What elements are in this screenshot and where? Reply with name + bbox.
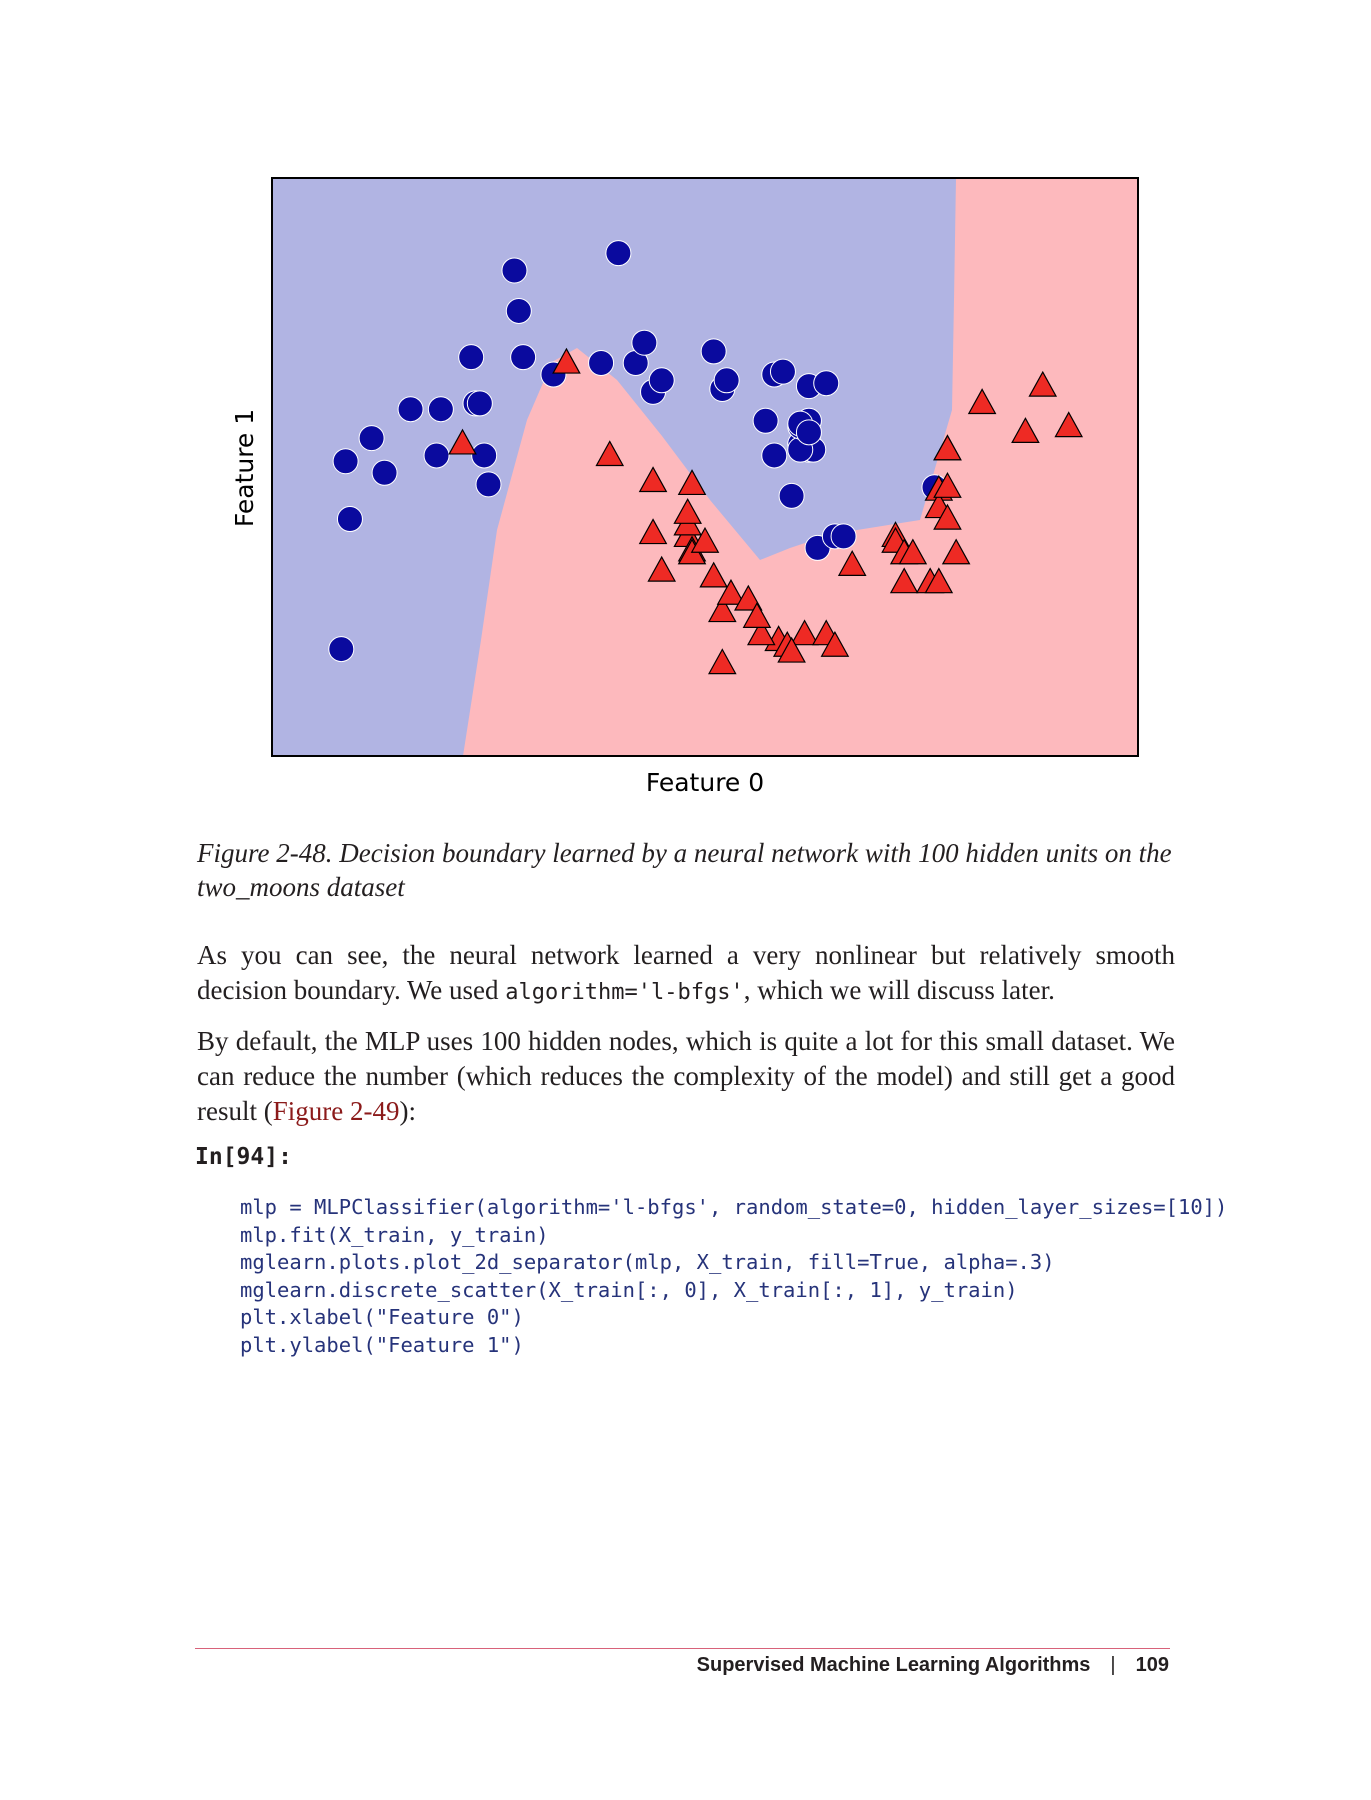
class0-circle-point-11 — [476, 472, 501, 497]
class0-circle-point-13 — [506, 298, 531, 323]
class0-circle-point-10 — [472, 443, 497, 468]
decision-boundary-figure — [0, 0, 1371, 800]
paragraph-2-text-a: By default, the MLP uses 100 hidden nodes, which is quite a lot for this small dataset. We can reduce the number (which reduces the complexity of the model) and still get a good result ( — [197, 1026, 1175, 1126]
y-axis-label: Feature 1 — [230, 408, 259, 528]
class0-circle-point-4 — [398, 397, 423, 422]
class0-circle-point-26 — [770, 359, 795, 384]
footer-section-title: Supervised Machine Learning Algorithms — [696, 1654, 1091, 1676]
class0-circle-point-21 — [649, 368, 674, 393]
class0-circle-point-42 — [796, 420, 821, 445]
code-line-2: mlp.fit(X_train, y_train) — [240, 1222, 549, 1247]
figure-caption: Figure 2-48. Decision boundary learned by a neural network with 100 hidden units on the two_moons dataset — [197, 838, 1172, 902]
class0-circle-point-16 — [589, 350, 614, 375]
class0-circle-point-17 — [606, 241, 631, 266]
footer-rule — [195, 1648, 1170, 1649]
paragraph-1-text-b: , which we will discuss later. — [743, 975, 1055, 1005]
paragraph-1 — [197, 938, 1175, 1010]
class0-circle-point-24 — [714, 368, 739, 393]
page-number: 109 — [1135, 1654, 1169, 1676]
paragraph-2-text-b: ): — [399, 1096, 416, 1126]
class0-circle-point-22 — [701, 339, 726, 364]
code-line-6: plt.ylabel("Feature 1") — [240, 1332, 524, 1357]
class0-circle-point-28 — [779, 483, 804, 508]
page-footer — [697, 1654, 1169, 1677]
class0-circle-point-12 — [502, 258, 527, 283]
class0-circle-point-9 — [467, 391, 492, 416]
class0-circle-point-3 — [372, 460, 397, 485]
code-line-1: mlp = MLPClassifier(algorithm='l-bfgs', random_state=0, hidden_layer_sizes=[10]) — [240, 1195, 1228, 1219]
code-line-3: mglearn.plots.plot_2d_separator(mlp, X_train, fill=True, alpha=.3) — [240, 1250, 1055, 1275]
class0-circle-point-19 — [632, 330, 657, 355]
class0-circle-point-5 — [428, 397, 453, 422]
figure-cross-reference-link[interactable]: Figure 2-49 — [272, 1096, 400, 1126]
class0-circle-point-33 — [831, 524, 856, 549]
inline-code: algorithm='l-bfgs' — [505, 980, 744, 1005]
code-cell-label: In[94]: — [195, 1144, 292, 1170]
code-block — [240, 1194, 1227, 1360]
class0-circle-point-45 — [329, 637, 354, 662]
class0-circle-point-2 — [359, 426, 384, 451]
code-line-4: mglearn.discrete_scatter(X_train[:, 0], X_train[:, 1], y_train) — [240, 1277, 1018, 1302]
class0-circle-point-44 — [753, 408, 778, 433]
paragraph-1-text-a: As you can see, the neural network learned a very nonlinear but relatively smooth decision boundary. We used — [197, 940, 1175, 1005]
paragraph-2 — [197, 1024, 1175, 1129]
class0-circle-point-0 — [333, 449, 358, 474]
code-line-5: plt.xlabel("Feature 0") — [240, 1305, 524, 1330]
class0-circle-point-6 — [424, 443, 449, 468]
class0-circle-point-7 — [459, 345, 484, 370]
class0-circle-point-27 — [762, 443, 787, 468]
footer-separator: | — [1110, 1654, 1116, 1676]
class0-circle-point-43 — [814, 371, 839, 396]
class0-circle-point-14 — [511, 345, 536, 370]
x-axis-label: Feature 0 — [645, 768, 765, 797]
class0-circle-point-1 — [337, 507, 362, 532]
